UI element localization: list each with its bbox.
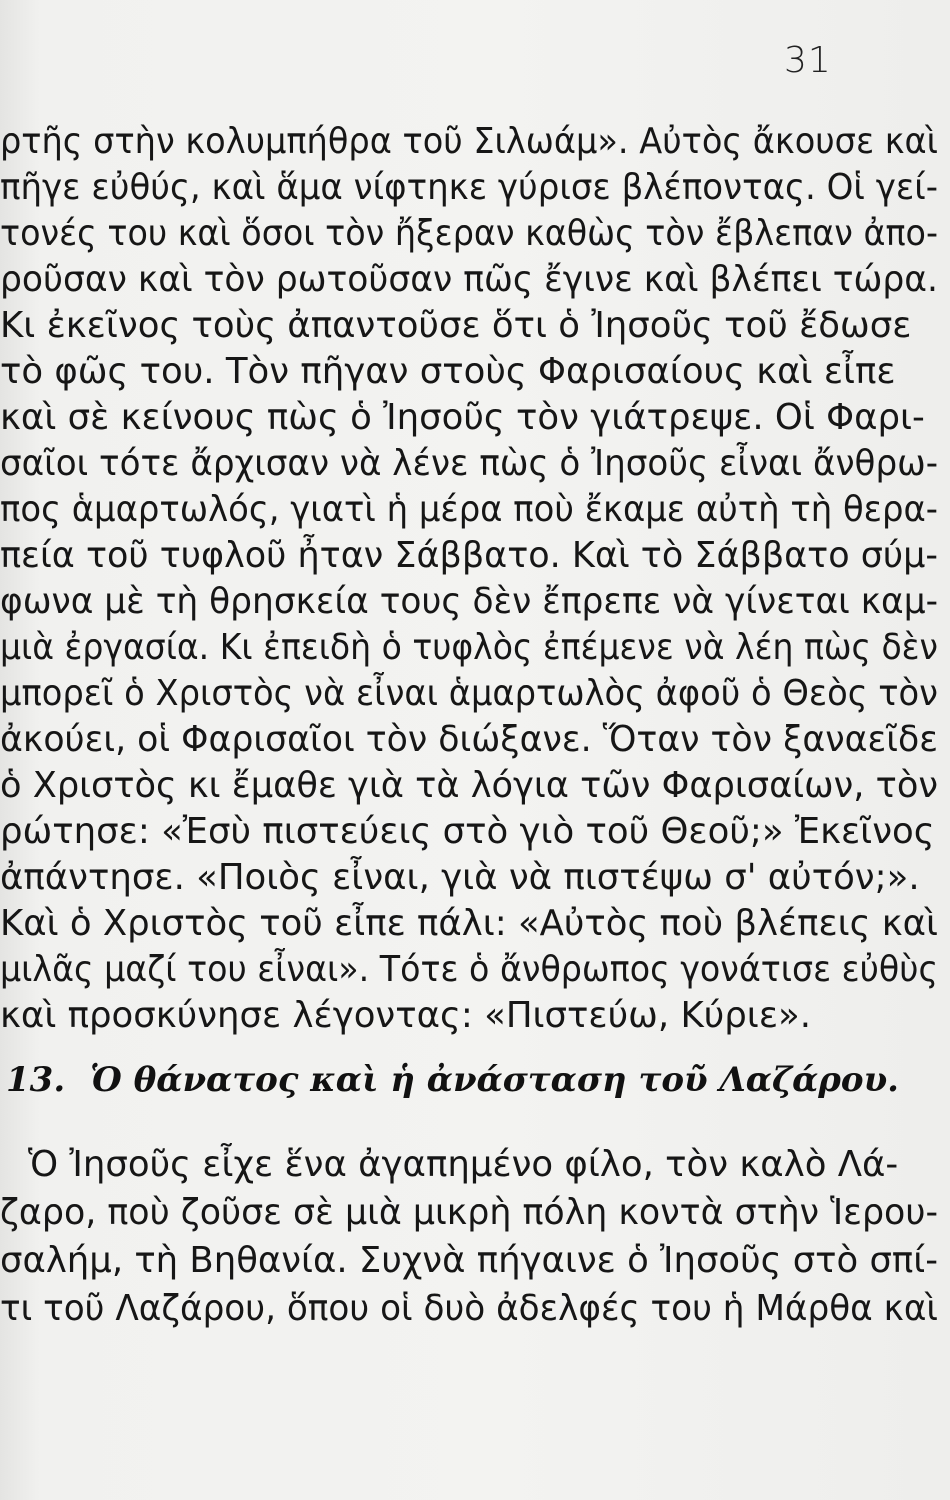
text-line: ρτῆς στὴν κολυμπήθρα τοῦ Σιλωάμ». Αὐτὸς ἄκουσε καὶ xyxy=(0,121,939,162)
text-line: μιλᾶς μαζί του εἶναι». Τότε ὁ ἄνθρωπος γονάτισε εὐθὺς xyxy=(0,949,939,990)
text-line: ζαρο, ποὺ ζοῦσε σὲ μιὰ μικρὴ πόλη κοντὰ στὴν Ἱερου- xyxy=(0,1192,939,1233)
text-line: καὶ σὲ κείνους πὼς ὁ Ἰησοῦς τὸν γιάτρεψε. Οἱ Φαρι- xyxy=(0,397,925,438)
text-line: πος ἁμαρτωλός, γιατὶ ἡ μέρα ποὺ ἔκαμε αὐτὴ τὴ θερα- xyxy=(0,489,938,530)
section-title: Ὁ θάνατος καὶ ἡ ἀνάσταση τοῦ Λαζάρου. xyxy=(90,1060,899,1100)
text-line: πεία τοῦ τυφλοῦ ἦταν Σάββατο. Καὶ τὸ Σάββατο σύμ- xyxy=(0,535,938,576)
text-line: καὶ προσκύνησε λέγοντας: «Πιστεύω, Κύριε». xyxy=(0,995,812,1036)
text-line: πῆγε εὐθύς, καὶ ἅμα νίφτηκε γύρισε βλέποντας. Οἱ γεί- xyxy=(0,167,939,208)
page-number: 31 xyxy=(784,40,832,81)
text-line: Καὶ ὁ Χριστὸς τοῦ εἶπε πάλι: «Αὐτὸς ποὺ βλέπεις καὶ xyxy=(0,903,938,944)
text-line: ἀκούει, οἱ Φαρισαῖοι τὸν διώξανε. Ὅταν τὸν ξαναεῖδε xyxy=(0,719,939,760)
section-heading xyxy=(6,1055,946,1105)
text-line: Κι ἐκεῖνος τοὺς ἀπαντοῦσε ὅτι ὁ Ἰησοῦς τοῦ ἔδωσε xyxy=(0,305,912,346)
text-line: ροῦσαν καὶ τὸν ρωτοῦσαν πῶς ἔγινε καὶ βλέπει τώρα. xyxy=(0,259,939,300)
text-line: ὁ Χριστὸς κι ἔμαθε γιὰ τὰ λόγια τῶν Φαρισαίων, τὸν xyxy=(0,765,939,806)
text-line: ρώτησε: «Ἐσὺ πιστεύεις στὸ γιὸ τοῦ Θεοῦ;» Ἐκεῖνος xyxy=(0,811,935,852)
text-line: Ὁ Ἰησοῦς εἶχε ἕνα ἀγαπημένο φίλο, τὸν καλὸ Λά- xyxy=(28,1144,899,1185)
text-line: μιὰ ἐργασία. Κι ἐπειδὴ ὁ τυφλὸς ἐπέμενε νὰ λέη πὼς δὲν xyxy=(0,627,939,668)
text-line: σαῖοι τότε ἄρχισαν νὰ λένε πὼς ὁ Ἰησοῦς εἶναι ἄνθρω- xyxy=(0,443,939,484)
text-line: τι τοῦ Λαζάρου, ὅπου οἱ δυὸ ἀδελφές του ἡ Μάρθα καὶ xyxy=(0,1288,939,1329)
text-line: τὸ φῶς του. Τὸν πῆγαν στοὺς Φαρισαίους καὶ εἶπε xyxy=(0,351,896,392)
text-line: σαλήμ, τὴ Βηθανία. Συχνὰ πήγαινε ὁ Ἰησοῦς στὸ σπί- xyxy=(0,1240,939,1281)
text-line: τονές του καὶ ὅσοι τὸν ἤξεραν καθὼς τὸν ἔβλεπαν ἀπο- xyxy=(0,213,938,254)
section-number: 13. xyxy=(6,1060,66,1100)
text-line: μπορεῖ ὁ Χριστὸς νὰ εἶναι ἁμαρτωλὸς ἀφοῦ ὁ Θεὸς τὸν xyxy=(0,673,938,714)
text-line: ἀπάντησε. «Ποιὸς εἶναι, γιὰ νὰ πιστέψω σ' αὐτόν;». xyxy=(0,857,920,898)
text-line: φωνα μὲ τὴ θρησκεία τους δὲν ἔπρεπε νὰ γίνεται καμ- xyxy=(0,581,938,622)
